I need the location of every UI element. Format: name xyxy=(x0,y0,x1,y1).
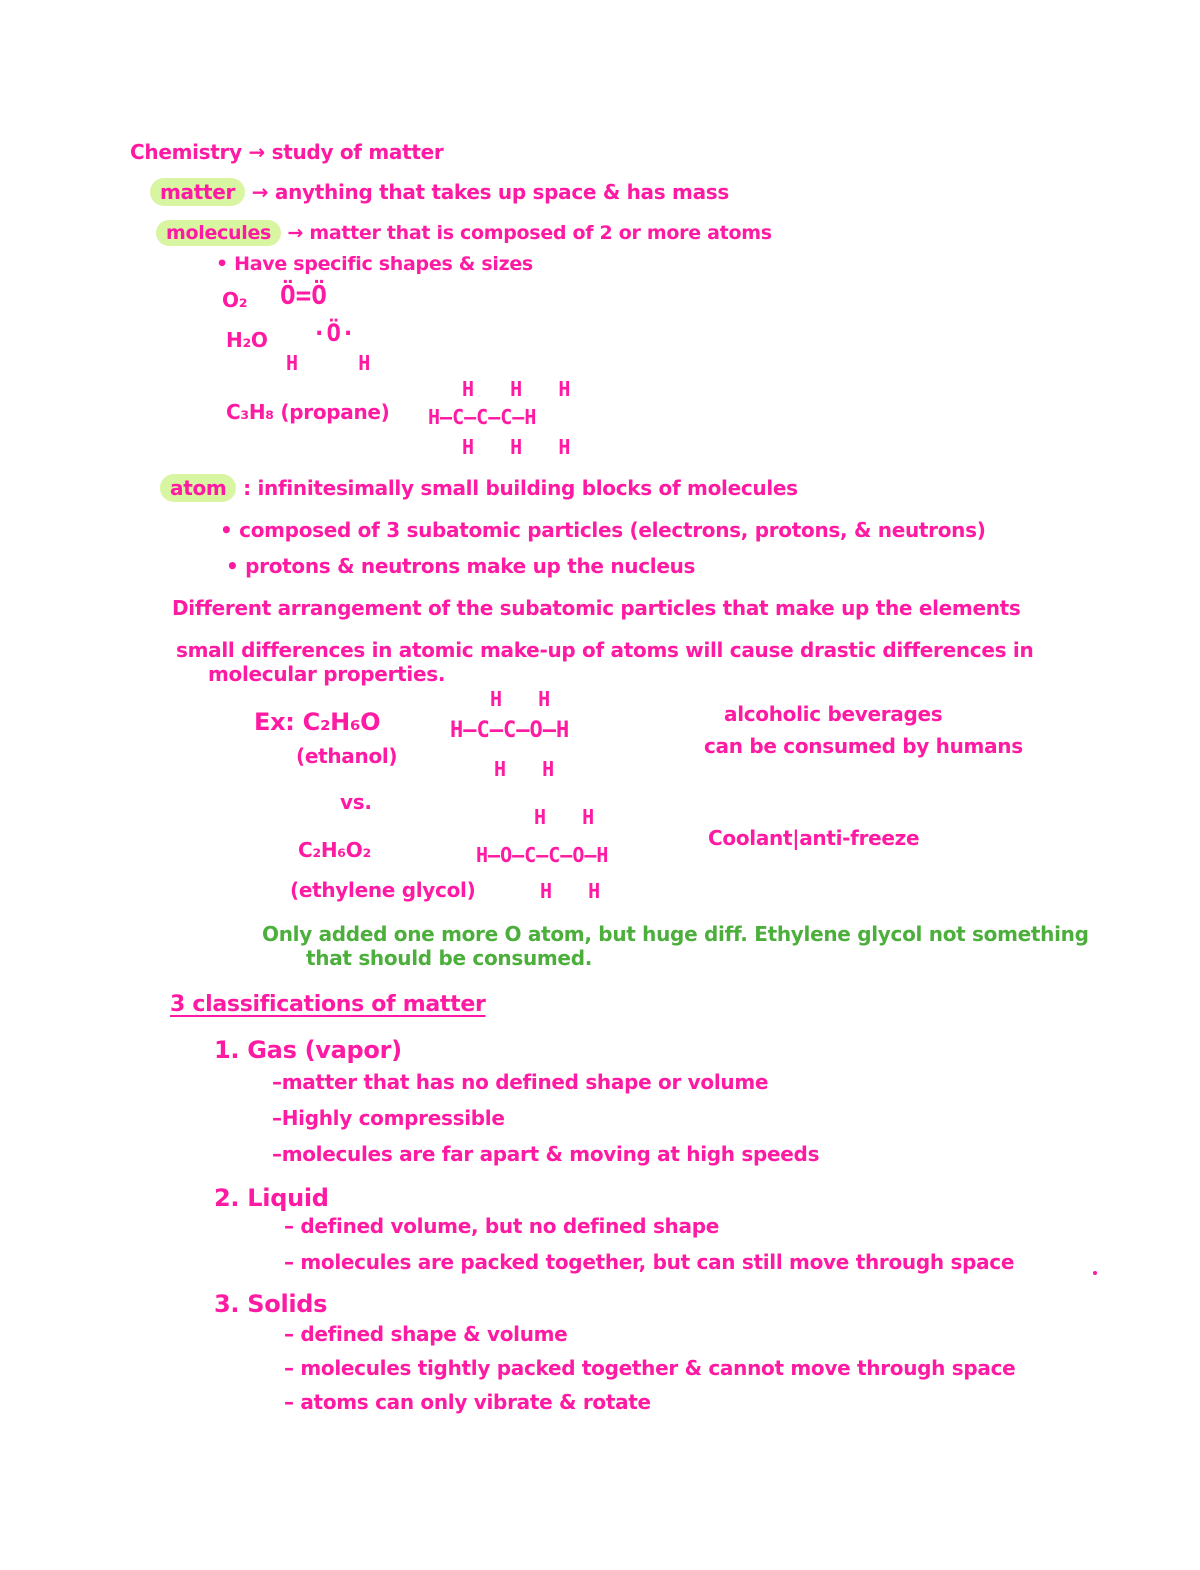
difference-line-2a: small differences in atomic make-up of atoms will cause drastic differences in xyxy=(176,638,1034,662)
difference-line-2b: molecular properties. xyxy=(208,662,446,686)
gas-heading: 1. Gas (vapor) xyxy=(214,1036,402,1064)
solid-line-2: – molecules tightly packed together & cannot move through space xyxy=(284,1356,1016,1380)
molecules-bullet: • Have specific shapes & sizes xyxy=(216,253,533,275)
solid-line-3: – atoms can only vibrate & rotate xyxy=(284,1390,651,1414)
glycol-mid: H—O—C—C—O—H xyxy=(476,843,609,867)
stray-dot xyxy=(1093,1271,1097,1275)
atom-bullet-1: • composed of 3 subatomic particles (electrons, protons, & neutrons) xyxy=(220,518,986,542)
ethanol-label: Ex: C₂H₆O xyxy=(254,708,381,736)
liquid-line-1: – defined volume, but no defined shape xyxy=(284,1214,719,1238)
intro-line: Chemistry → study of matter xyxy=(130,140,444,164)
matter-line xyxy=(160,182,729,202)
ethanol-note-2: can be consumed by humans xyxy=(704,734,1023,758)
h2o-formula: H₂O xyxy=(226,328,268,352)
o2-formula: O₂ xyxy=(222,288,248,312)
solid-heading: 3. Solids xyxy=(214,1290,328,1318)
o2-structure: Ö=Ö xyxy=(280,281,327,311)
atom-line xyxy=(170,478,798,498)
gas-line-1: –matter that has no defined shape or volume xyxy=(272,1070,769,1094)
difference-line-1: Different arrangement of the subatomic particles that make up the elements xyxy=(172,596,1021,620)
molecules-def: → matter that is composed of 2 or more atoms xyxy=(287,222,772,244)
propane-top: H H H xyxy=(462,377,571,401)
vs-label: vs. xyxy=(340,790,372,814)
classifications-title: 3 classifications of matter xyxy=(170,992,486,1017)
atom-def: : infinitesimally small building blocks of molecules xyxy=(243,476,798,500)
ethanol-top: H H xyxy=(490,687,551,711)
ethanol-bot: H H xyxy=(494,757,555,781)
atom-term: atom xyxy=(160,474,236,502)
h2o-top: ·Ö· xyxy=(312,319,356,347)
green-note-1: Only added one more O atom, but huge diff. Ethylene glycol not something xyxy=(262,922,1089,946)
gas-line-3: –molecules are far apart & moving at high speeds xyxy=(272,1142,820,1166)
glycol-name: (ethylene glycol) xyxy=(290,878,476,902)
glycol-note: Coolant|anti-freeze xyxy=(708,826,920,850)
ethanol-note-1: alcoholic beverages xyxy=(724,702,943,726)
liquid-heading: 2. Liquid xyxy=(214,1184,329,1212)
h2o-bottom: H H xyxy=(286,351,371,375)
solid-line-1: – defined shape & volume xyxy=(284,1322,568,1346)
propane-mid: H—C—C—C—H xyxy=(428,405,537,429)
glycol-label: C₂H₆O₂ xyxy=(298,838,371,862)
atom-bullet-2: • protons & neutrons make up the nucleus xyxy=(226,554,696,578)
propane-bot: H H H xyxy=(462,435,571,459)
gas-line-2: –Highly compressible xyxy=(272,1106,505,1130)
molecules-line xyxy=(166,224,772,243)
glycol-bot: H H xyxy=(540,879,601,903)
green-note-2: that should be consumed. xyxy=(306,946,593,970)
liquid-line-2: – molecules are packed together, but can still move through space xyxy=(284,1250,1015,1274)
molecules-term: molecules xyxy=(156,220,281,246)
ethanol-name: (ethanol) xyxy=(296,744,398,768)
matter-def: → anything that takes up space & has mass xyxy=(251,180,729,204)
ethanol-mid: H—C—C—O—H xyxy=(450,718,570,743)
glycol-top: H H xyxy=(534,805,595,829)
matter-term: matter xyxy=(150,178,245,206)
propane-formula: C₃H₈ (propane) xyxy=(226,400,390,424)
